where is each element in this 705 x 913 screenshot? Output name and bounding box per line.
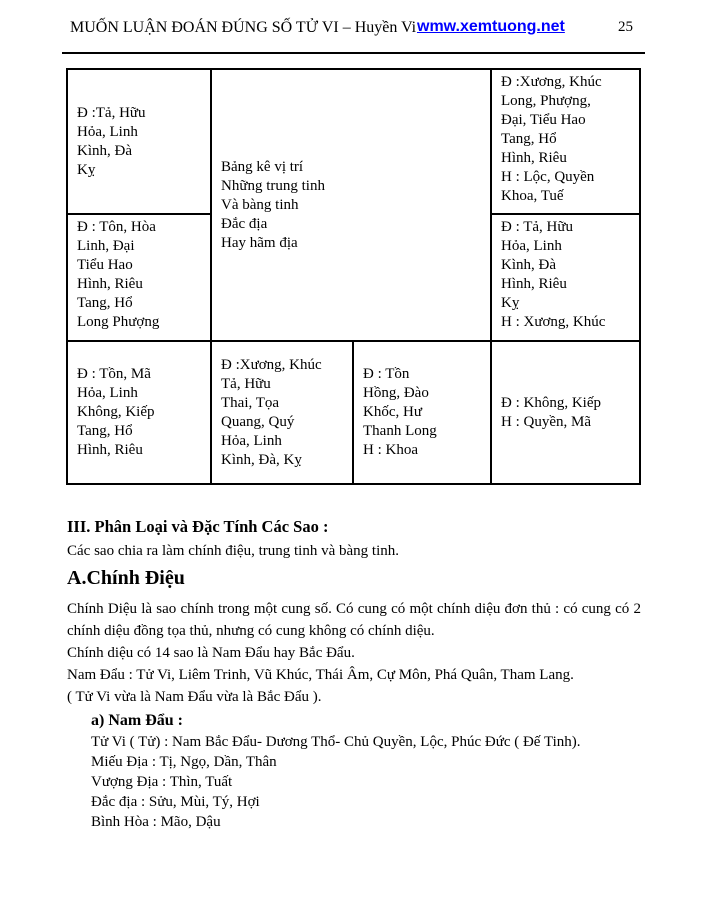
table-cell-r3c1: Đ : Tồn, Mã Hỏa, Linh Không, Kiếp Tang, Hổ Hình, Riêu	[67, 341, 211, 484]
table-cell-r3c2: Đ :Xương, Khúc Tả, Hữu Thai, Tọa Quang, Quý Hỏa, Linh Kình, Đà, Kỵ	[211, 341, 353, 484]
table-cell-r2c1: Đ : Tôn, Hòa Linh, Đại Tiểu Hao Hình, Riêu Tang, Hổ Long Phượng	[67, 214, 211, 341]
chinh-dieu-paragraph: Chính Diệu là sao chính trong một cung số. Có cung có một chính diệu đơn thủ : có cung có 2 chính diệu đồng tọa thủ, nhưng có cung không có chính diệu.	[67, 601, 641, 639]
table-cell-r1c3: Đ :Xương, Khúc Long, Phượng, Đại, Tiểu Hao Tang, Hổ Hình, Riêu H : Lộc, Quyền Khoa, Tuế	[491, 69, 640, 214]
website-link[interactable]: wmw.xemtuong.net	[417, 18, 565, 35]
line-nam-dau-list: Nam Đẩu : Tử Vi, Liêm Trinh, Vũ Khúc, Thái Âm, Cự Môn, Phá Quân, Tham Lang.	[67, 667, 574, 683]
line-parenthetical: ( Tử Vi vừa là Nam Đẩu vừa là Bắc Đẩu ).	[67, 689, 322, 705]
subsection-heading-a: a) Nam Đẩu :	[91, 712, 183, 729]
page-number: 25	[618, 19, 633, 35]
tu-vi-detail-lines: Tử Vi ( Tử) : Nam Bắc Đẩu- Dương Thổ- Chủ Quyền, Lộc, Phúc Đức ( Đế Tinh). Miếu Địa : Tị, Ngọ, Dần, Thân Vượng Địa : Thìn, Tuất Đắc địa : Sửu, Mùi, Tý, Hợi Bình Hòa : Mão, Dậu	[91, 734, 581, 830]
section-heading-iii: III. Phân Loại và Đặc Tính Các Sao :	[67, 517, 329, 536]
intro-paragraph: Các sao chia ra làm chính điệu, trung tinh và bàng tinh.	[67, 543, 399, 559]
table-cell-center-caption: Bảng kê vị trí Những trung tinh Và bàng tinh Đắc địa Hay hãm địa	[211, 69, 491, 341]
body-content	[67, 516, 641, 832]
table-cell-r3c3: Đ : Tồn Hồng, Đào Khốc, Hư Thanh Long H : Khoa	[353, 341, 491, 484]
line-14-sao: Chính diệu có 14 sao là Nam Đẩu hay Bắc Đẩu.	[67, 645, 355, 661]
table-cell-r1c1: Đ :Tả, Hữu Hỏa, Linh Kình, Đà Kỵ	[67, 69, 211, 214]
star-positions-table	[66, 68, 641, 485]
table-cell-r2c3: Đ : Tả, Hữu Hỏa, Linh Kình, Đà Hình, Riêu Kỵ H : Xương, Khúc	[491, 214, 640, 341]
section-heading-a: A.Chính Điệu	[67, 567, 185, 589]
header-divider	[62, 52, 645, 54]
table-cell-r3c4: Đ : Không, Kiếp H : Quyền, Mã	[491, 341, 640, 484]
page-title: MUỐN LUẬN ĐOÁN ĐÚNG SỐ TỬ VI – Huyền Vi	[70, 19, 417, 36]
nam-dau-subsection	[91, 710, 641, 832]
